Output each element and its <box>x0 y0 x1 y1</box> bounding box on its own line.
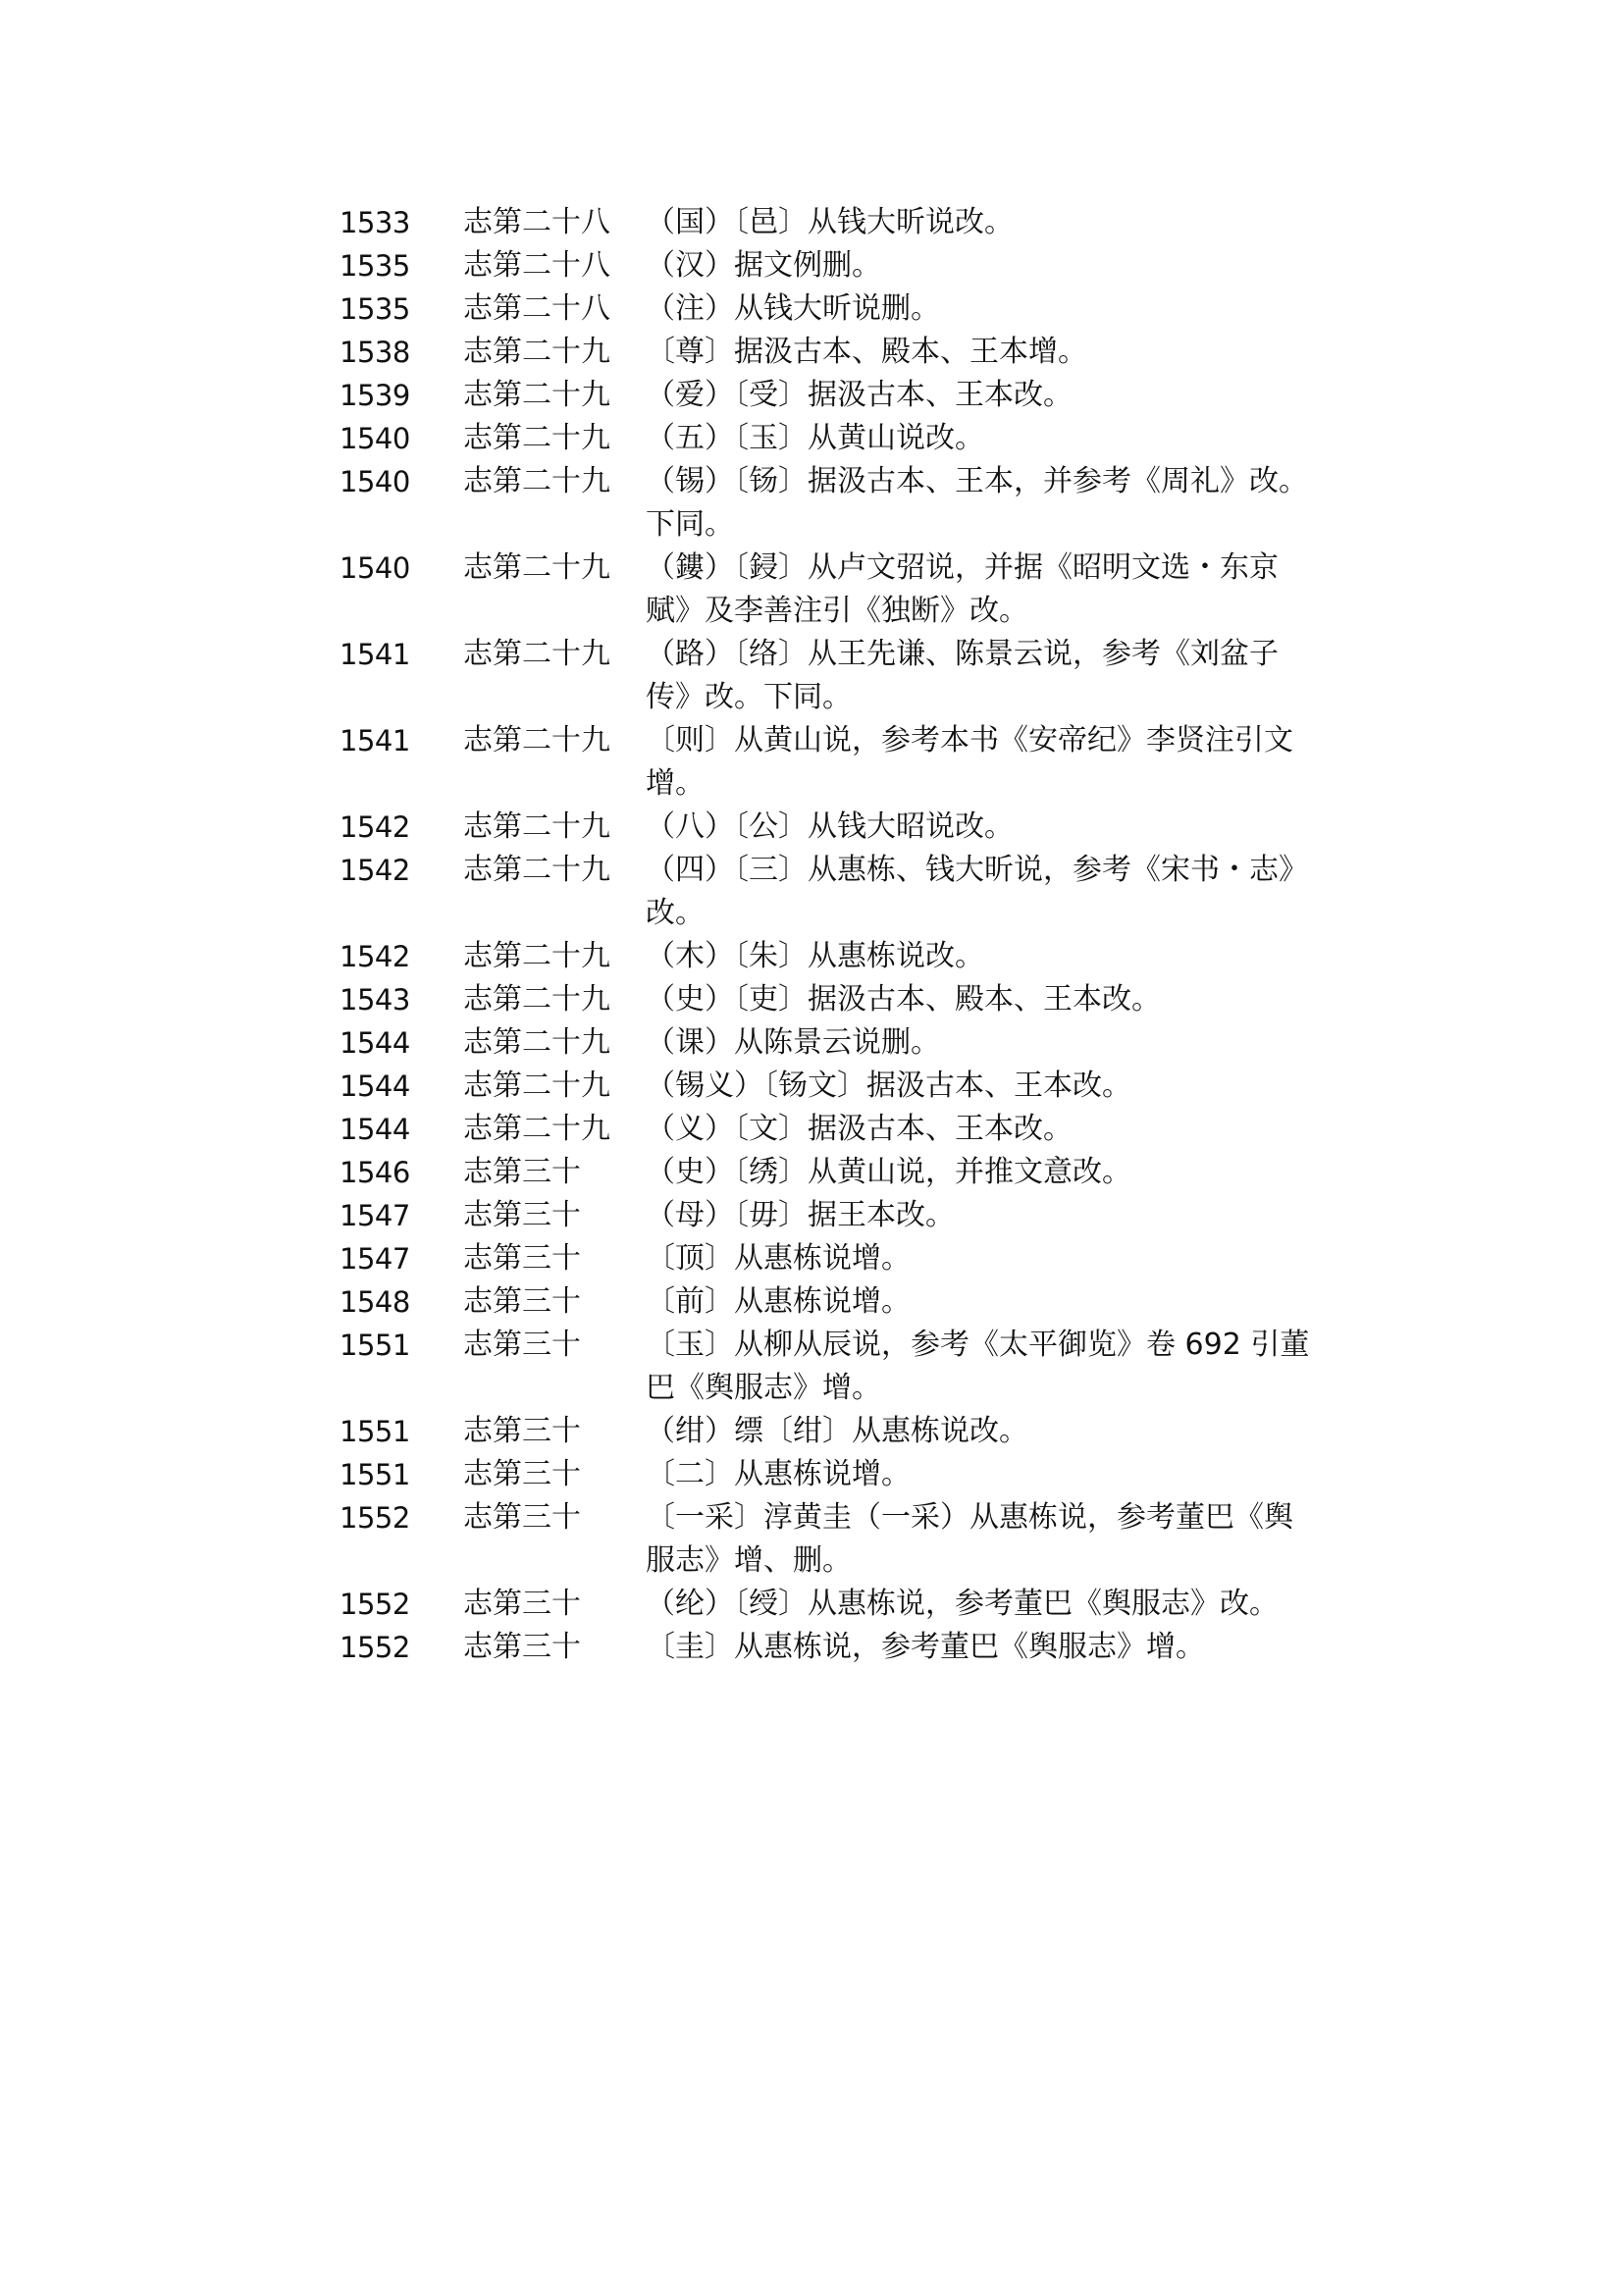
entry-note-line: 改。 <box>646 896 705 930</box>
collation-notes-list <box>340 201 1370 1669</box>
entry-volume: 志第二十九 <box>463 723 610 757</box>
collation-entry <box>340 1496 1370 1583</box>
entry-note-line: （母）〔毋〕据王本改。 <box>646 1198 955 1232</box>
entry-page-number: 1540 <box>340 551 410 585</box>
entry-volume: 志第二十九 <box>463 939 610 973</box>
collation-entry <box>340 1626 1370 1669</box>
entry-volume: 志第三十 <box>463 1457 581 1491</box>
entry-note-line: 巴《舆服志》增。 <box>646 1371 881 1405</box>
entry-note <box>646 1496 1370 1583</box>
entry-note-line: （锡义）〔钖文〕据汲古本、王本改。 <box>646 1069 1131 1103</box>
entry-note-line: （八）〔公〕从钱大昭说改。 <box>646 809 1014 844</box>
entry-note <box>646 719 1370 806</box>
entry-volume: 志第二十九 <box>463 1112 610 1146</box>
entry-volume: 志第三十 <box>463 1155 581 1189</box>
entry-note <box>646 1583 1370 1626</box>
entry-volume: 志第三十 <box>463 1241 581 1276</box>
entry-note-line: （国）〔邑〕从钱大昕说改。 <box>646 205 1014 239</box>
collation-entry <box>340 244 1370 287</box>
entry-note-line: （课）从陈景云说删。 <box>646 1025 940 1060</box>
entry-volume: 志第三十 <box>463 1328 581 1362</box>
entry-note <box>646 806 1370 849</box>
entry-note-line: 〔顶〕从惠栋说增。 <box>646 1241 911 1276</box>
collation-entry <box>340 1065 1370 1108</box>
entry-note <box>646 244 1370 287</box>
entry-page-number: 1552 <box>340 1631 410 1664</box>
entry-page-number: 1546 <box>340 1156 410 1189</box>
entry-volume: 志第二十九 <box>463 853 610 887</box>
entry-note-line: 传》改。下同。 <box>646 680 852 714</box>
entry-volume: 志第二十九 <box>463 421 610 455</box>
collation-entry <box>340 417 1370 460</box>
entry-page-number: 1551 <box>340 1458 410 1491</box>
entry-note <box>646 1280 1370 1324</box>
collation-entry <box>340 1453 1370 1496</box>
entry-page-number: 1533 <box>340 206 410 239</box>
entry-note-line: （鏤）〔鋟〕从卢文弨说，并据《昭明文选・东京 <box>646 550 1279 585</box>
collation-entry <box>340 978 1370 1021</box>
entry-page-number: 1540 <box>340 465 410 498</box>
entry-note <box>646 1151 1370 1194</box>
entry-page-number: 1541 <box>340 638 410 671</box>
entry-page-number: 1552 <box>340 1501 410 1535</box>
collation-entry <box>340 1237 1370 1280</box>
entry-page-number: 1544 <box>340 1113 410 1146</box>
entry-note <box>646 935 1370 978</box>
entry-note <box>646 1021 1370 1065</box>
collation-entry <box>340 806 1370 849</box>
entry-volume: 志第三十 <box>463 1414 581 1448</box>
entry-note <box>646 201 1370 244</box>
collation-entry <box>340 1280 1370 1324</box>
collation-entry <box>340 1410 1370 1453</box>
entry-volume: 志第二十九 <box>463 1025 610 1060</box>
entry-volume: 志第二十八 <box>463 205 610 239</box>
collation-entry <box>340 633 1370 719</box>
entry-volume: 志第二十八 <box>463 248 610 283</box>
entry-note-line: （爱）〔受〕据汲古本、王本改。 <box>646 378 1073 412</box>
entry-note <box>646 374 1370 417</box>
entry-note-line: （汉）据文例删。 <box>646 248 881 283</box>
entry-volume: 志第三十 <box>463 1587 581 1621</box>
collation-entry <box>340 374 1370 417</box>
entry-note-line: 〔则〕从黄山说，参考本书《安帝纪》李贤注引文 <box>646 723 1293 757</box>
entry-note-line: 〔玉〕从柳从辰说，参考《太平御览》卷 692 引董 <box>646 1328 1310 1362</box>
entry-note <box>646 1453 1370 1496</box>
entry-note-line: （义）〔文〕据汲古本、王本改。 <box>646 1112 1073 1146</box>
entry-volume: 志第三十 <box>463 1630 581 1664</box>
entry-page-number: 1544 <box>340 1026 410 1060</box>
entry-page-number: 1544 <box>340 1069 410 1103</box>
entry-note-line: （纶）〔绶〕从惠栋说，参考董巴《舆服志》改。 <box>646 1587 1279 1621</box>
entry-page-number: 1547 <box>340 1242 410 1276</box>
entry-note <box>646 1237 1370 1280</box>
entry-note-line: 〔二〕从惠栋说增。 <box>646 1457 911 1491</box>
entry-volume: 志第三十 <box>463 1198 581 1232</box>
entry-page-number: 1539 <box>340 379 410 412</box>
entry-note-line: （路）〔络〕从王先谦、陈景云说，参考《刘盆子 <box>646 637 1279 671</box>
entry-note <box>646 978 1370 1021</box>
entry-volume: 志第二十八 <box>463 291 610 326</box>
entry-volume: 志第三十 <box>463 1284 581 1319</box>
entry-note <box>646 849 1370 935</box>
collation-entry <box>340 719 1370 806</box>
entry-note-line: 〔一采〕淳黄圭（一采）从惠栋说，参考董巴《舆 <box>646 1500 1293 1535</box>
entry-note-line: （五）〔玉〕从黄山说改。 <box>646 421 984 455</box>
entry-page-number: 1535 <box>340 249 410 283</box>
entry-page-number: 1541 <box>340 724 410 757</box>
entry-volume: 志第二十九 <box>463 550 610 585</box>
collation-entry <box>340 547 1370 633</box>
entry-page-number: 1542 <box>340 940 410 973</box>
entry-page-number: 1547 <box>340 1199 410 1232</box>
entry-note-line: 下同。 <box>646 507 734 542</box>
entry-note-line: 服志》增、删。 <box>646 1543 852 1578</box>
collation-entry <box>340 460 1370 547</box>
entry-note-line: （注）从钱大昕说删。 <box>646 291 940 326</box>
collation-entry <box>340 1583 1370 1626</box>
entry-page-number: 1542 <box>340 810 410 844</box>
entry-note <box>646 417 1370 460</box>
entry-note <box>646 1065 1370 1108</box>
entry-volume: 志第三十 <box>463 1500 581 1535</box>
collation-entry <box>340 1151 1370 1194</box>
entry-note-line: （史）〔绣〕从黄山说，并推文意改。 <box>646 1155 1131 1189</box>
entry-page-number: 1552 <box>340 1588 410 1621</box>
entry-note <box>646 1410 1370 1453</box>
entry-note-line: （锡）〔钖〕据汲古本、王本，并参考《周礼》改。 <box>646 464 1308 498</box>
entry-note-line: （绀）缥〔绀〕从惠栋说改。 <box>646 1414 1028 1448</box>
entry-note <box>646 547 1370 633</box>
entry-page-number: 1540 <box>340 422 410 455</box>
entry-note-line: （史）〔吏〕据汲古本、殿本、王本改。 <box>646 982 1161 1017</box>
entry-note <box>646 1108 1370 1151</box>
entry-page-number: 1551 <box>340 1415 410 1448</box>
collation-entry <box>340 1324 1370 1410</box>
entry-page-number: 1538 <box>340 336 410 369</box>
entry-note-line: 〔圭〕从惠栋说，参考董巴《舆服志》增。 <box>646 1630 1205 1664</box>
entry-volume: 志第二十九 <box>463 637 610 671</box>
entry-note <box>646 1324 1370 1410</box>
entry-volume: 志第二十九 <box>463 1069 610 1103</box>
entry-note-line: 赋》及李善注引《独断》改。 <box>646 594 1028 628</box>
collation-entry <box>340 935 1370 978</box>
entry-note <box>646 331 1370 374</box>
collation-entry <box>340 201 1370 244</box>
entry-note <box>646 1626 1370 1669</box>
collation-entry <box>340 849 1370 935</box>
entry-note <box>646 1194 1370 1237</box>
entry-page-number: 1548 <box>340 1285 410 1319</box>
entry-note <box>646 633 1370 719</box>
entry-volume: 志第二十九 <box>463 809 610 844</box>
entry-note-line: 〔前〕从惠栋说增。 <box>646 1284 911 1319</box>
collation-entry <box>340 1194 1370 1237</box>
entry-note-line: （四）〔三〕从惠栋、钱大昕说，参考《宋书・志》 <box>646 853 1308 887</box>
collation-entry <box>340 287 1370 331</box>
entry-page-number: 1542 <box>340 854 410 887</box>
entry-page-number: 1551 <box>340 1329 410 1362</box>
collation-entry <box>340 1108 1370 1151</box>
entry-note-line: 增。 <box>646 766 705 801</box>
entry-volume: 志第二十九 <box>463 335 610 369</box>
entry-volume: 志第二十九 <box>463 378 610 412</box>
entry-note <box>646 460 1370 547</box>
entry-note <box>646 287 1370 331</box>
entry-volume: 志第二十九 <box>463 982 610 1017</box>
entry-note-line: 〔尊〕据汲古本、殿本、王本增。 <box>646 335 1087 369</box>
entry-note-line: （木）〔朱〕从惠栋说改。 <box>646 939 984 973</box>
collation-entry <box>340 331 1370 374</box>
entry-page-number: 1535 <box>340 292 410 326</box>
collation-entry <box>340 1021 1370 1065</box>
entry-volume: 志第二十九 <box>463 464 610 498</box>
entry-page-number: 1543 <box>340 983 410 1017</box>
